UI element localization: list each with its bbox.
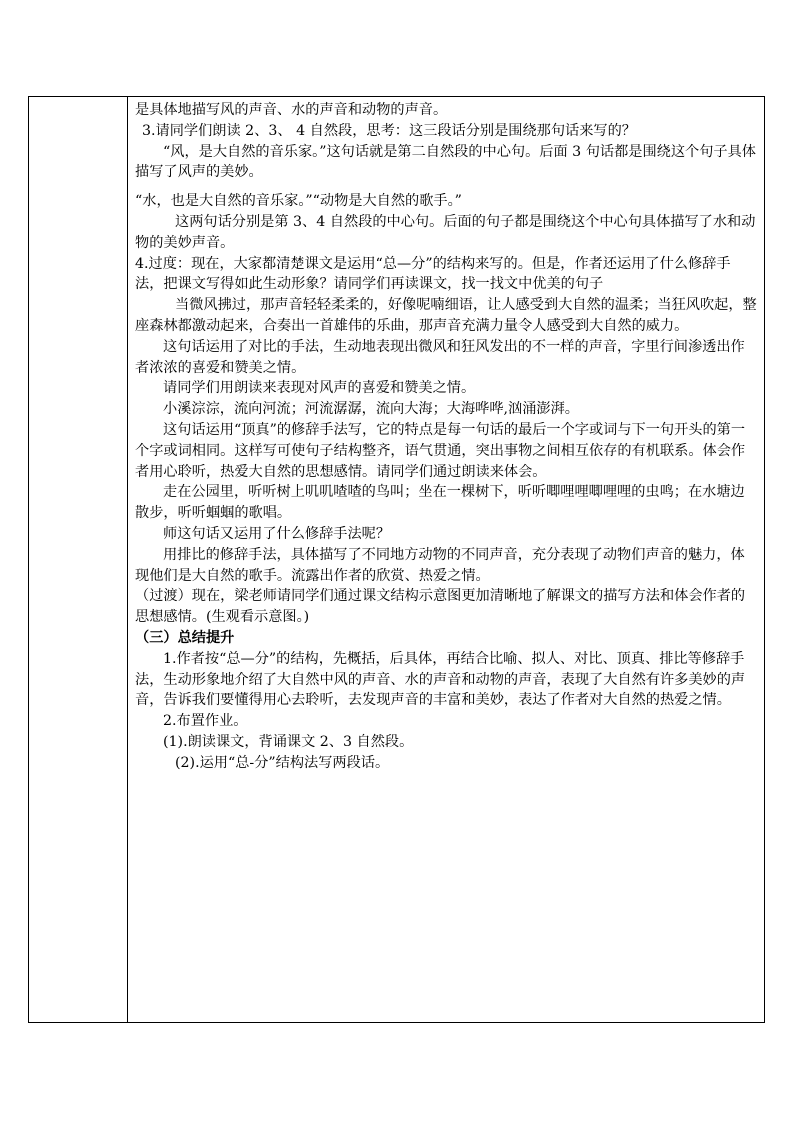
paragraph: （过渡）现在，梁老师请同学们通过课文结构示意图更加清晰地了解课文的描写方法和体会作者的思想感情。(生观看示意图。)	[135, 588, 746, 626]
paragraph: 当微风拂过，那声音轻轻柔柔的，好像呢喃细语，让人感受到大自然的温柔；当狂风吹起，整座森林都激动起来，合奏出一首雄伟的乐曲，那声音充满力量令人感受到大自然的威力。	[135, 297, 757, 334]
paragraph: 3.请同学们朗读 2、3、 4 自然段，思考：这三段话分别是围绕那句话来写的？	[142, 122, 636, 139]
lesson-table	[28, 96, 765, 1023]
paragraph: 4.过度：现在，大家都清楚课文是运用“总—分”的结构来写的。但是，作者还运用了什么修辞手法，把课文写得如此生动形象？请同学们再读课文，找一找文中优美的句子	[135, 255, 731, 293]
homework-item: (1).朗读课文，背诵课文 2、3 自然段。	[163, 733, 414, 750]
section-heading: （三）总结提升	[135, 629, 235, 646]
paragraph: 用排比的修辞手法，具体描写了不同地方动物的不同声音，充分表现了动物们声音的魅力，体现他们是大自然的歌手。流露出作者的欣赏、热爱之情。	[135, 546, 745, 584]
paragraph: 小溪淙淙，流向河流；河流潺潺，流向大海；大海哗哗,汹涌澎湃。	[163, 401, 579, 418]
paragraph: 走在公园里，听听树上叽叽喳喳的鸟叫；坐在一棵树下，听听唧哩哩唧哩哩的虫鸣；在水塘边散步，听听蝈蝈的歌唱。	[135, 484, 745, 522]
paragraph: 这句话运用了对比的手法，生动地表现出微风和狂风发出的不一样的声音，字里行间渗透出作者浓浓的喜爱和赞美之情。	[135, 338, 745, 376]
paragraph: 这句话运用“顶真”的修辞手法写，它的特点是每一句话的最后一个字或词与下一句开头的第一个字或词相同。这样写可使句子结构整齐，语气贯通，突出事物之间相互依存的有机联系。体会作者用心聆听，热爱大自然的思想感情。请同学们通过朗读来体会。	[135, 421, 746, 480]
label-column	[29, 97, 128, 1022]
paragraph: 2.布置作业。	[163, 713, 248, 730]
paragraph: 1.作者按“总—分”的结构，先概括，后具体，再结合比喻、拟人、对比、顶真、排比等修辞手法，生动形象地介绍了大自然中风的声音、水的声音和动物的声音，表现了大自然有许多美妙的声音，告诉我们要懂得用心去聆听，去发现声音的丰富和美妙，表达了作者对大自然的热爱之情。	[135, 650, 746, 709]
paragraph: 请同学们用朗读来表现对风声的喜爱和赞美之情。	[163, 380, 476, 397]
paragraph: “水，也是大自然的音乐家。”“动物是大自然的歌手。”	[135, 193, 462, 210]
paragraph: “风，是大自然的音乐家。”这句话就是第二自然段的中心句。后面 3 句话都是围绕这个句子具体描写了风声的美妙。	[135, 143, 756, 181]
paragraph: 是具体地描写风的声音、水的声音和动物的声音。	[135, 102, 448, 118]
paragraph: 这两句话分别是第 3、4 自然段的中心句。后面的句子都是围绕这个中心句具体描写了水和动物的美妙声音。	[135, 213, 756, 251]
paragraph: 师这句话又运用了什么修辞手法呢？	[163, 525, 391, 542]
lesson-content	[135, 100, 758, 774]
homework-item: (2).运用“总-分”结构法写两段话。	[175, 754, 390, 771]
